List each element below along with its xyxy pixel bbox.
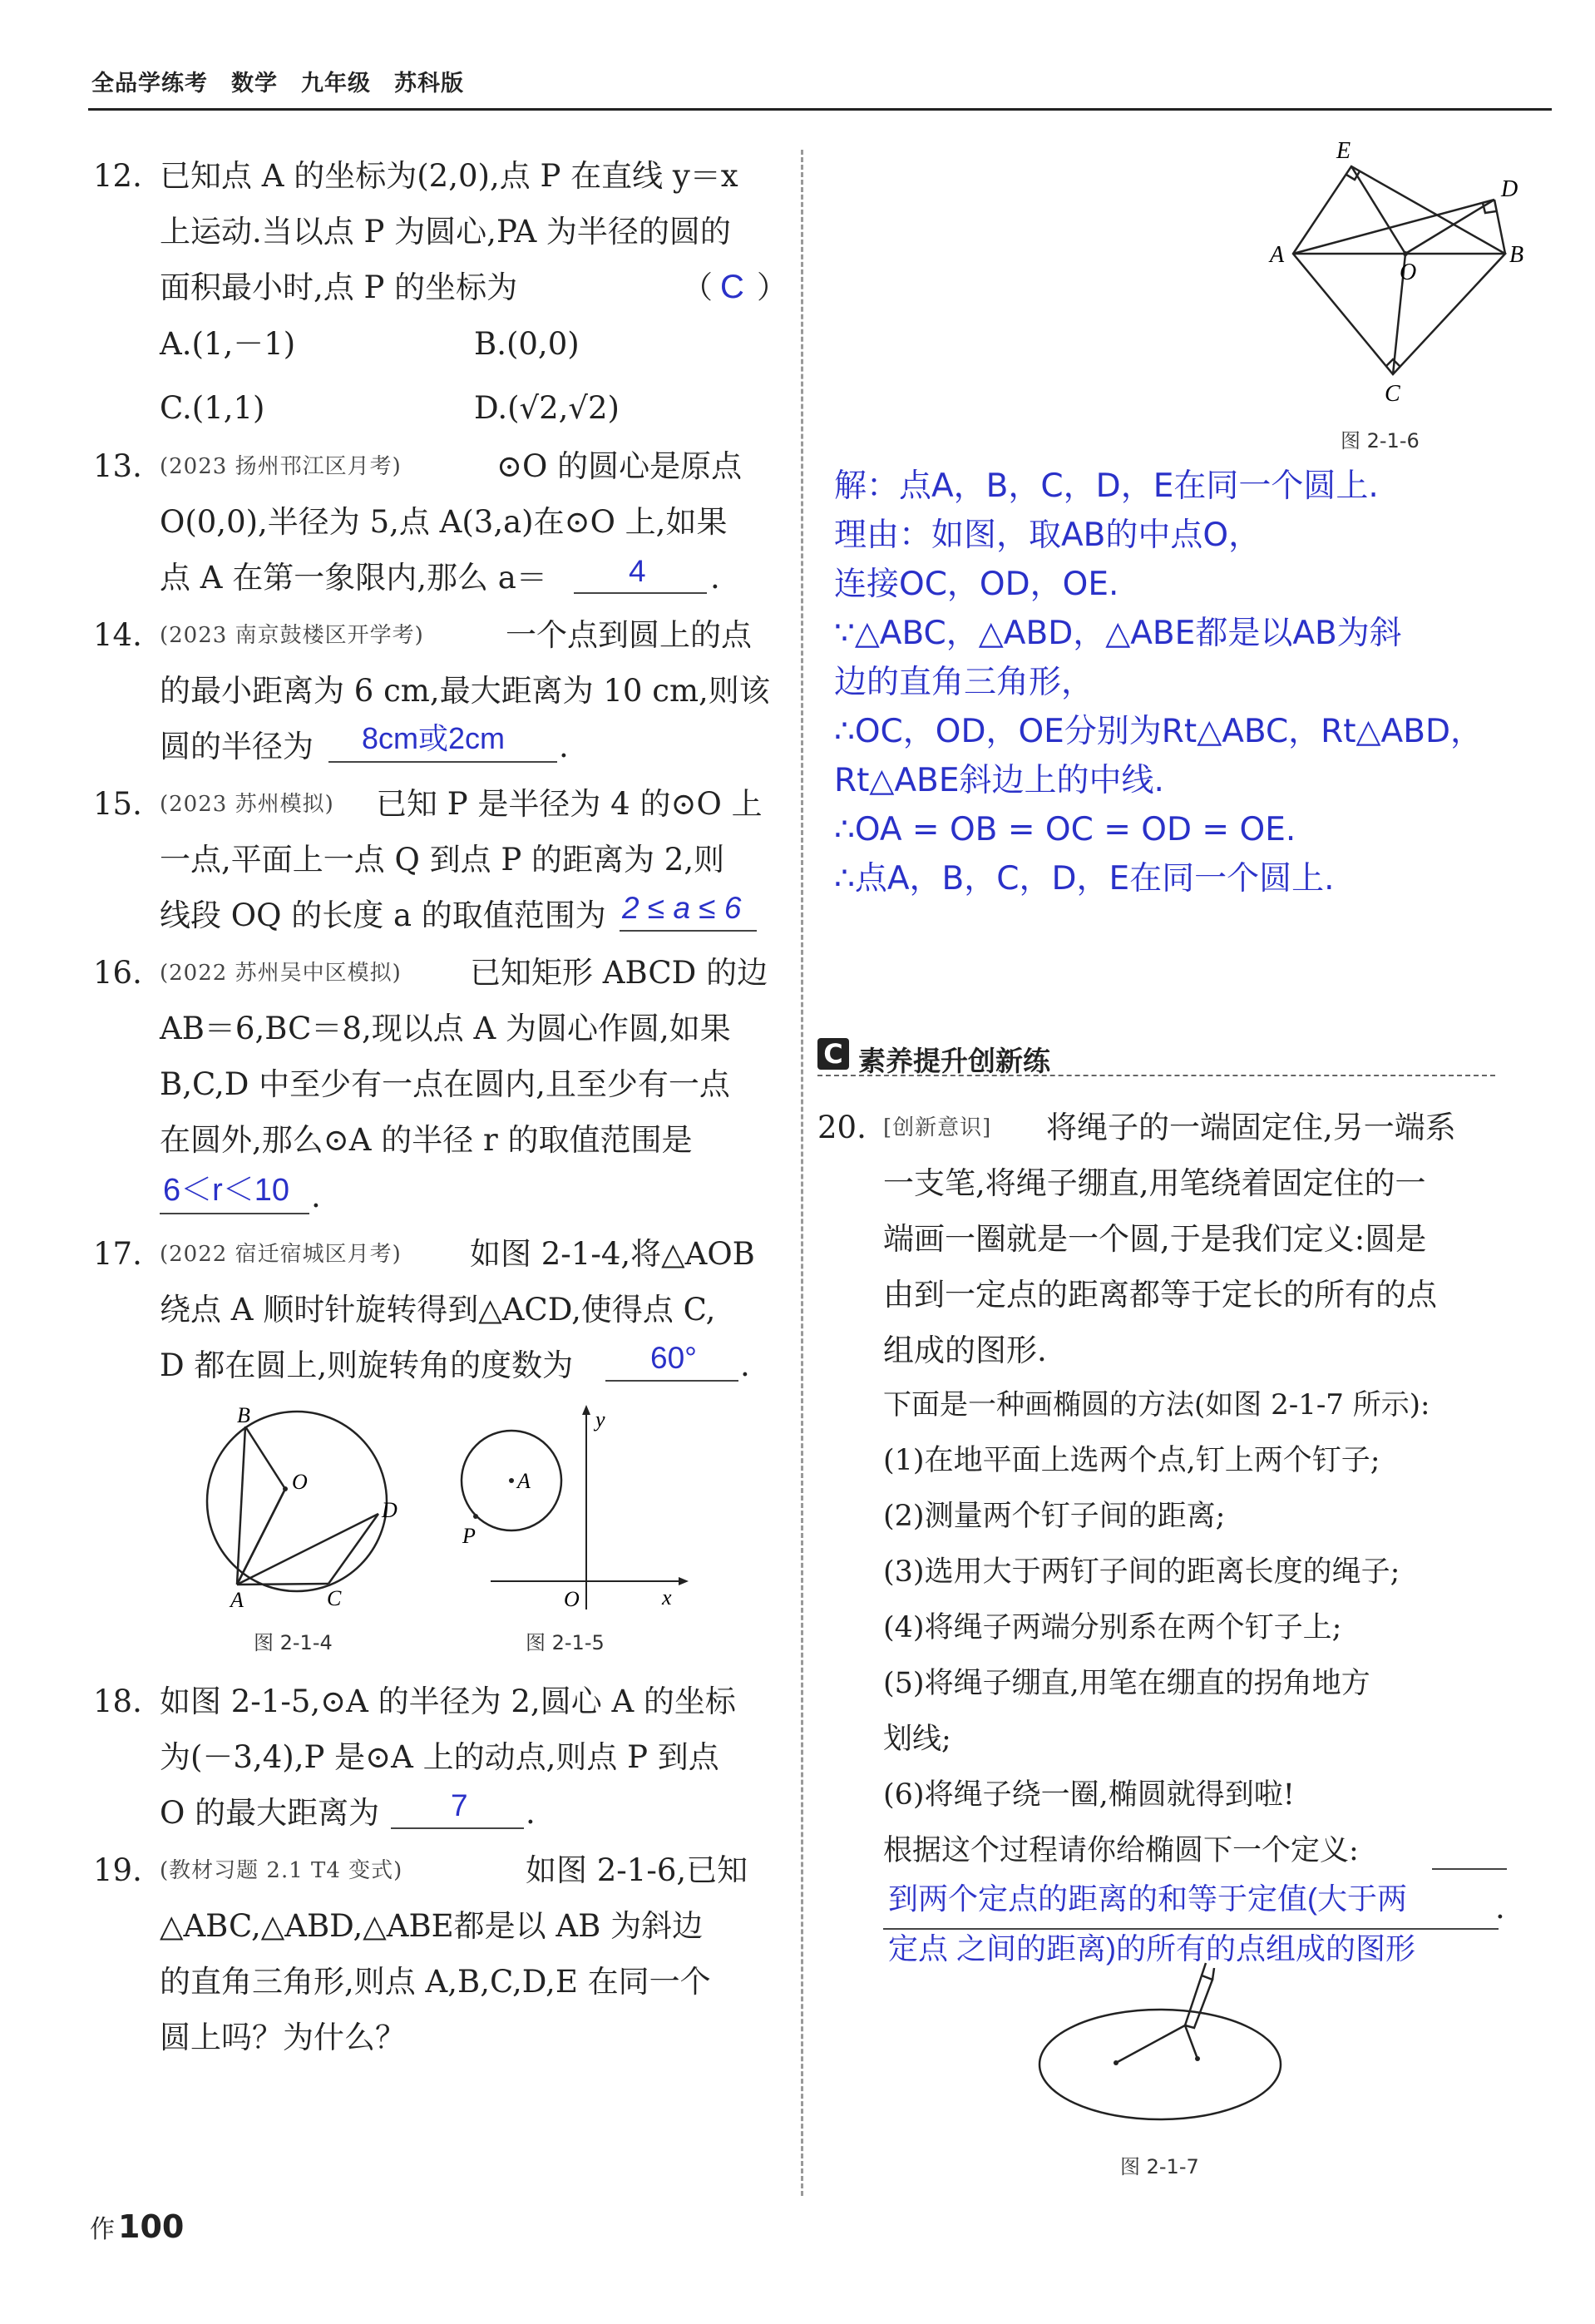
- q15-answer-blank: [620, 930, 757, 932]
- fig215-label-a: A: [517, 1469, 531, 1493]
- q14-answer-blank: [328, 761, 557, 763]
- column-divider: [801, 150, 803, 2196]
- q14-line1: 一个点到圆上的点: [506, 617, 752, 653]
- solution-line-2: 理由：如图，取AB的中点O，: [834, 517, 1262, 554]
- fig214-label-c: C: [327, 1586, 342, 1610]
- fig216-label-a: A: [1270, 242, 1285, 268]
- q20-step-6: 划线;: [883, 1723, 951, 1756]
- q13-answer-blank: [574, 592, 707, 594]
- section-title: 素养提升创新练: [858, 1045, 1050, 1077]
- page-number-prefix: 作: [90, 2215, 115, 2244]
- fig215-label-o: O: [564, 1587, 580, 1611]
- q16-source: (2022 苏州吴中区模拟): [160, 961, 402, 986]
- q13-line1: ⊙O 的圆心是原点: [496, 448, 743, 484]
- q16-line3: B,C,D 中至少有一点在圆内,且至少有一点: [160, 1066, 730, 1102]
- figure-2-1-5: [449, 1402, 699, 1614]
- q12-option-d: D.(√2,√2): [474, 390, 620, 426]
- q15-line3: 线段 OQ 的长度 a 的取值范围为: [160, 897, 606, 933]
- q12-number: 12.: [93, 158, 142, 194]
- q16-answer-blank: [160, 1213, 309, 1214]
- solution-line-3: 连接OC，OD，OE.: [834, 566, 1119, 603]
- fig214-label-a: A: [230, 1588, 244, 1612]
- q12-line3: 面积最小时,点 P 的坐标为: [160, 269, 518, 305]
- q13-line3: 点 A 在第一象限内,那么 a＝: [160, 560, 547, 596]
- q17-source: (2022 宿迁宿城区月考): [160, 1242, 402, 1267]
- fig216-label-b: B: [1509, 242, 1524, 268]
- q14-line2: 的最小距离为 6 cm,最大距离为 10 cm,则该: [160, 673, 770, 709]
- q20-answer-line-1: 到两个定点的距离的和等于定值(大于两: [888, 1881, 1407, 1916]
- q14-number: 14.: [93, 617, 142, 653]
- q16-line4: 在圆外,那么⊙A 的半径 r 的取值范围是: [160, 1122, 693, 1158]
- fig216-label-o: O: [1400, 260, 1417, 285]
- q12-line2: 上运动.当以点 P 为圆心,PA 为半径的圆的: [160, 214, 731, 250]
- q12-answer: C: [720, 269, 744, 305]
- q12-bracket-right: ）: [757, 269, 788, 305]
- q18-answer-blank: [391, 1827, 524, 1829]
- q20-answer-blank-2: [883, 1928, 1499, 1930]
- q20-number: 20.: [817, 1110, 867, 1145]
- solution-line-9: ∴点A，B，C，D，E在同一个圆上.: [834, 860, 1335, 897]
- q18-line2: 为(－3,4),P 是⊙A 上的动点,则点 P 到点: [160, 1739, 719, 1775]
- q14-source: (2023 南京鼓楼区开学考): [160, 623, 424, 648]
- solution-line-6: ∴OC，OD，OE分别为Rt△ABC，Rt△ABD，: [834, 713, 1484, 750]
- q13-answer: 4: [629, 554, 646, 588]
- q19-line1: 如图 2-1-6,已知: [526, 1852, 748, 1888]
- solution-line-7: Rt△ABE斜边上的中线.: [834, 762, 1164, 799]
- solution-line-4: ∵△ABC，△ABD，△ABE都是以AB为斜: [834, 615, 1402, 652]
- q20-line2: 一支笔,将绳子绷直,用笔绕着固定住的一: [883, 1165, 1426, 1201]
- q20-step-4: (4)将绳子两端分别系在两个钉子上;: [883, 1611, 1342, 1644]
- q20-step-5: (5)将绳子绷直,用笔在绷直的拐角地方: [883, 1667, 1370, 1700]
- solution-line-5: 边的直角三角形，: [834, 664, 1094, 701]
- q17-line1: 如图 2-1-4,将△AOB: [470, 1236, 755, 1272]
- fig214-label-b: B: [237, 1406, 250, 1427]
- q20-line4: 由到一定点的距离都等于定长的所有的点: [883, 1277, 1437, 1313]
- q13-source: (2023 扬州邗江区月考): [160, 454, 402, 479]
- fig216-label-c: C: [1385, 381, 1400, 407]
- fig215-label-x: x: [662, 1585, 672, 1609]
- page-number-value: 100: [118, 2208, 185, 2245]
- q19-line3: 的直角三角形,则点 A,B,C,D,E 在同一个: [160, 1964, 711, 2000]
- q14-answer: 8cm或2cm: [362, 721, 506, 755]
- fig215-caption: 图 2-1-5: [526, 1631, 605, 1654]
- q12-option-b: B.(0,0): [474, 326, 580, 362]
- q19-source: (教材习题 2.1 T4 变式): [160, 1858, 403, 1883]
- q15-answer: 2 ≤ a ≤ 6: [622, 891, 742, 925]
- q20-line1: 将绳子的一端固定住,另一端系: [1046, 1110, 1456, 1145]
- q13-line2: O(0,0),半径为 5,点 A(3,a)在⊙O 上,如果: [160, 504, 728, 540]
- q17-end: .: [740, 1347, 750, 1383]
- figure-2-1-7: [1031, 1946, 1297, 2138]
- q20-line7: 根据这个过程请你给椭圆下一个定义:: [883, 1834, 1359, 1867]
- q16-line2: AB＝6,BC＝8,现以点 A 为圆心作圆,如果: [160, 1011, 731, 1046]
- q15-number: 15.: [93, 786, 142, 822]
- fig216-caption: 图 2-1-6: [1341, 429, 1420, 452]
- q15-line2: 一点,平面上一点 Q 到点 P 的距离为 2,则: [160, 842, 725, 878]
- section-rule: [817, 1075, 1495, 1076]
- q20-line6: 下面是一种画椭圆的方法(如图 2-1-7 所示):: [883, 1388, 1430, 1422]
- fig217-caption: 图 2-1-7: [1120, 2155, 1199, 2178]
- q19-number: 19.: [93, 1852, 142, 1888]
- q19-line2: △ABC,△ABD,△ABE都是以 AB 为斜边: [160, 1908, 704, 1944]
- q14-end: .: [559, 729, 569, 764]
- q20-line3: 端画一圈就是一个圆,于是我们定义:圆是: [883, 1221, 1427, 1257]
- header-rule: [88, 108, 1552, 111]
- q15-line1: 已知 P 是半径为 4 的⊙O 上: [376, 786, 763, 822]
- fig215-label-y: y: [595, 1407, 605, 1431]
- q20-answer-blank-1: [1432, 1868, 1507, 1870]
- q19-line4: 圆上吗？为什么？: [160, 2020, 406, 2055]
- q13-number: 13.: [93, 448, 142, 484]
- figure-2-1-4: [187, 1406, 412, 1614]
- q18-end: .: [526, 1795, 536, 1831]
- q12-option-c: C.(1,1): [160, 390, 265, 426]
- solution-line-8: ∴OA = OB = OC = OD = OE.: [834, 811, 1296, 848]
- q18-line1: 如图 2-1-5,⊙A 的半径为 2,圆心 A 的坐标: [160, 1684, 736, 1719]
- q20-line5: 组成的图形.: [883, 1333, 1047, 1368]
- fig215-label-p: P: [462, 1524, 476, 1548]
- q17-number: 17.: [93, 1236, 142, 1272]
- q20-step-3: (3)选用大于两钉子间的距离长度的绳子;: [883, 1555, 1400, 1589]
- q12-bracket-left: （: [682, 269, 713, 305]
- q16-number: 16.: [93, 955, 142, 991]
- q20-step-2: (2)测量两个钉子间的距离;: [883, 1500, 1226, 1533]
- q17-answer: 60°: [650, 1341, 697, 1375]
- figure-2-1-6: [1260, 133, 1551, 408]
- q17-answer-blank: [605, 1380, 738, 1382]
- fig214-caption: 图 2-1-4: [254, 1631, 333, 1654]
- q18-line3: O 的最大距离为: [160, 1795, 380, 1831]
- q17-line2: 绕点 A 顺时针旋转得到△ACD,使得点 C,: [160, 1292, 716, 1328]
- q20-source: [创新意识]: [883, 1115, 992, 1140]
- fig214-label-o: O: [292, 1470, 308, 1494]
- page-header: 全品学练考 数学 九年级 苏科版: [91, 71, 464, 96]
- q14-line3: 圆的半径为: [160, 729, 314, 764]
- q12-option-a: A.(1,－1): [160, 326, 296, 362]
- q18-number: 18.: [93, 1684, 142, 1719]
- q18-answer: 7: [451, 1788, 468, 1822]
- fig216-label-e: E: [1336, 138, 1351, 164]
- q16-answer: 6＜r＜10: [163, 1173, 290, 1208]
- q12-line1: 已知点 A 的坐标为(2,0),点 P 在直线 y＝x: [160, 158, 738, 194]
- q17-line3: D 都在圆上,则旋转角的度数为: [160, 1347, 574, 1383]
- q13-end: .: [710, 560, 720, 596]
- q20-step-7: (6)将绳子绕一圈,椭圆就得到啦!: [883, 1778, 1295, 1812]
- q20-end: .: [1495, 1890, 1505, 1926]
- q20-answer-line-2: 定点 之间的距离)的所有的点组成的图形: [888, 1931, 1415, 1966]
- fig214-label-d: D: [382, 1498, 398, 1522]
- page-number: [90, 2208, 184, 2245]
- section-c-icon: C: [817, 1038, 849, 1070]
- fig216-label-d: D: [1501, 176, 1518, 202]
- q16-line1: 已知矩形 ABCD 的边: [470, 955, 768, 991]
- q20-step-1: (1)在地平面上选两个点,钉上两个钉子;: [883, 1444, 1380, 1477]
- q15-source: (2023 苏州模拟): [160, 792, 334, 817]
- solution-line-1: 解：点A，B，C，D，E在同一个圆上.: [834, 467, 1379, 505]
- q16-end: .: [311, 1179, 321, 1214]
